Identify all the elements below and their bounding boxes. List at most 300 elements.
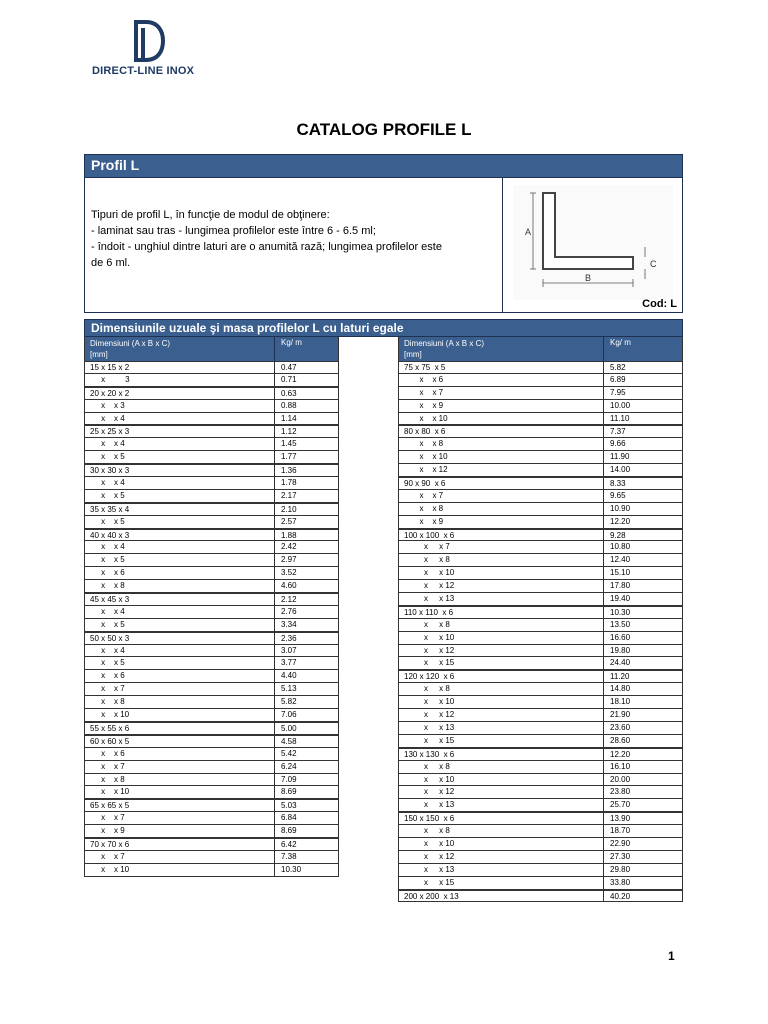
company-logo — [88, 20, 208, 84]
cell-kg-per-m: 2.17 — [281, 490, 297, 500]
table-row — [85, 554, 338, 567]
cell-kg-per-m: 8.69 — [281, 826, 297, 836]
cell-kg-per-m: 19.80 — [610, 645, 631, 655]
table-row — [399, 580, 682, 593]
cell-kg-per-m: 21.90 — [610, 710, 631, 720]
column-divider — [603, 438, 604, 450]
column-divider — [274, 786, 275, 798]
cell-dimension: x x 10 — [404, 774, 455, 784]
column-divider — [603, 645, 604, 657]
cell-kg-per-m: 9.66 — [610, 439, 626, 449]
table-row — [399, 477, 682, 490]
table-row — [85, 645, 338, 658]
table-row — [399, 825, 682, 838]
table-row — [85, 632, 338, 645]
column-divider — [274, 426, 275, 437]
column-divider — [603, 761, 604, 773]
cell-kg-per-m: 2.76 — [281, 606, 297, 616]
cell-dimension: x x 10 — [90, 710, 130, 720]
table-row — [399, 786, 682, 799]
cell-dimension: x x 5 — [90, 452, 125, 462]
cell-kg-per-m: 3.77 — [281, 658, 297, 668]
diagram-label-c: C — [650, 259, 657, 269]
table-row — [399, 632, 682, 645]
cell-kg-per-m: 20.00 — [610, 774, 631, 784]
cell-dimension: x x 3 — [90, 400, 125, 410]
cell-dimension: x x 5 — [90, 516, 125, 526]
table-body — [85, 361, 338, 877]
cell-dimension: x x 12 — [404, 851, 455, 861]
column-divider — [603, 813, 604, 824]
column-divider — [603, 567, 604, 579]
cell-kg-per-m: 5.00 — [281, 723, 297, 733]
cell-kg-per-m: 6.42 — [281, 839, 297, 849]
cell-kg-per-m: 1.36 — [281, 466, 297, 476]
cell-dimension: x x 10 — [404, 452, 448, 462]
cell-kg-per-m: 5.42 — [281, 748, 297, 758]
column-divider — [274, 400, 275, 412]
column-divider — [603, 541, 604, 553]
cell-dimension: x x 10 — [404, 697, 455, 707]
column-divider — [274, 709, 275, 721]
table-row — [85, 761, 338, 774]
cell-dimension: 200 x 200 x 13 — [404, 891, 459, 901]
column-divider — [274, 633, 275, 644]
column-divider — [603, 799, 604, 811]
column-divider — [603, 671, 604, 682]
table-row — [399, 799, 682, 812]
cell-kg-per-m: 1.12 — [281, 427, 297, 437]
cell-kg-per-m: 15.10 — [610, 568, 631, 578]
table-row — [399, 683, 682, 696]
column-divider — [603, 451, 604, 463]
cell-kg-per-m: 1.77 — [281, 452, 297, 462]
profile-header-label: Profil L — [91, 157, 140, 173]
column-divider — [603, 400, 604, 412]
column-header-dimensions — [90, 338, 170, 360]
column-divider — [274, 337, 275, 361]
column-divider — [603, 632, 604, 644]
column-divider — [603, 426, 604, 437]
profile-info-box — [84, 154, 683, 313]
cell-kg-per-m: 2.57 — [281, 516, 297, 526]
cell-kg-per-m: 17.80 — [610, 581, 631, 591]
cell-dimension: 50 x 50 x 3 — [90, 633, 130, 643]
cell-dimension: x x 8 — [404, 826, 450, 836]
column-divider — [603, 657, 604, 669]
cell-dimension: x x 8 — [404, 555, 450, 565]
column-divider — [603, 838, 604, 850]
cell-dimension: x x 5 — [90, 619, 125, 629]
cell-kg-per-m: 5.03 — [281, 801, 297, 811]
table-header — [85, 337, 338, 361]
description-line: Tipuri de profil L, în funcţie de modul de obţinere: — [91, 209, 330, 221]
diagram-label-b: B — [585, 273, 592, 283]
cell-kg-per-m: 3.52 — [281, 568, 297, 578]
table-row — [85, 799, 338, 812]
column-divider — [274, 451, 275, 463]
cell-kg-per-m: 13.50 — [610, 619, 631, 629]
table-row — [399, 722, 682, 735]
column-divider — [274, 606, 275, 618]
table-row — [85, 361, 338, 374]
cell-dimension: x x 9 — [404, 400, 444, 410]
cell-kg-per-m: 0.47 — [281, 363, 297, 372]
column-divider — [603, 851, 604, 863]
cell-kg-per-m: 3.07 — [281, 645, 297, 655]
cell-dimension: 130 x 130 x 6 — [404, 749, 455, 759]
column-divider — [274, 657, 275, 669]
table-row — [85, 722, 338, 735]
cell-dimension: 65 x 65 x 5 — [90, 801, 130, 811]
cell-dimension: x x 4 — [90, 645, 125, 655]
column-header-dimensions-label: Dimensiuni (A x B x C) — [90, 339, 171, 348]
cell-dimension: x x 8 — [90, 774, 125, 784]
column-divider — [274, 477, 275, 489]
cell-kg-per-m: 22.90 — [610, 838, 631, 848]
cell-kg-per-m: 1.78 — [281, 478, 297, 488]
table-row — [85, 464, 338, 477]
table-row — [85, 670, 338, 683]
column-divider — [603, 774, 604, 786]
cell-kg-per-m: 9.65 — [610, 490, 626, 500]
table-row — [85, 400, 338, 413]
column-divider — [274, 388, 275, 399]
table-row — [399, 516, 682, 529]
table-row — [399, 670, 682, 683]
cell-kg-per-m: 7.09 — [281, 774, 297, 784]
cell-dimension: x x 7 — [90, 851, 125, 861]
cell-dimension: x x 10 — [404, 413, 448, 423]
column-divider — [274, 736, 275, 747]
table-row — [85, 477, 338, 490]
table-row — [399, 696, 682, 709]
cell-kg-per-m: 5.13 — [281, 684, 297, 694]
table-row — [85, 786, 338, 799]
table-row — [85, 580, 338, 593]
table-row — [85, 516, 338, 529]
table-row — [399, 838, 682, 851]
cell-kg-per-m: 18.70 — [610, 826, 631, 836]
column-divider — [274, 438, 275, 450]
table-row — [399, 851, 682, 864]
column-divider — [603, 516, 604, 528]
description-line: - laminat sau tras - lungimea profilelor este între 6 - 6.5 ml; — [91, 225, 376, 237]
column-divider — [274, 645, 275, 657]
cell-dimension: x x 13 — [404, 722, 455, 732]
cell-kg-per-m: 6.89 — [610, 374, 626, 384]
column-divider — [603, 709, 604, 721]
column-divider — [274, 670, 275, 682]
cell-kg-per-m: 6.24 — [281, 761, 297, 771]
column-divider — [274, 516, 275, 528]
cell-dimension: 120 x 120 x 6 — [404, 672, 455, 682]
column-divider — [274, 619, 275, 631]
dimensions-header — [84, 319, 683, 337]
table-row — [85, 683, 338, 696]
column-divider — [603, 696, 604, 708]
column-divider — [274, 774, 275, 786]
table-row — [85, 593, 338, 606]
table-row — [399, 438, 682, 451]
table-row — [85, 657, 338, 670]
table-row — [85, 425, 338, 438]
table-row — [85, 490, 338, 503]
table-row — [85, 735, 338, 748]
profile-header — [85, 155, 682, 178]
column-divider — [274, 541, 275, 553]
cell-kg-per-m: 10.30 — [281, 864, 302, 874]
table-body — [399, 361, 682, 902]
cell-dimension: x x 13 — [404, 594, 455, 604]
cell-dimension: x x 10 — [404, 838, 455, 848]
cell-kg-per-m: 18.10 — [610, 697, 631, 707]
cell-dimension: x x 12 — [404, 645, 455, 655]
column-divider — [603, 619, 604, 631]
cell-kg-per-m: 2.36 — [281, 633, 297, 643]
cell-kg-per-m: 10.90 — [610, 503, 631, 513]
table-header — [399, 337, 682, 361]
column-divider — [274, 374, 275, 386]
table-row — [399, 413, 682, 426]
column-divider — [603, 337, 604, 361]
cell-kg-per-m: 1.88 — [281, 530, 297, 540]
table-row — [85, 567, 338, 580]
cell-dimension: 55 x 55 x 6 — [90, 723, 130, 733]
cell-kg-per-m: 2.97 — [281, 555, 297, 565]
cell-dimension: x x 13 — [404, 800, 455, 810]
column-divider — [603, 749, 604, 760]
column-header-kg: Kg/ m — [610, 338, 631, 347]
dimensions-table-right — [398, 337, 683, 902]
column-divider — [603, 593, 604, 605]
column-divider — [274, 839, 275, 850]
cell-dimension: 80 x 80 x 6 — [404, 427, 446, 437]
cell-dimension: x x 8 — [404, 761, 450, 771]
table-row — [85, 748, 338, 761]
table-row — [399, 748, 682, 761]
cell-dimension: x x 8 — [90, 581, 125, 591]
cell-kg-per-m: 10.00 — [610, 400, 631, 410]
cell-kg-per-m: 33.80 — [610, 877, 631, 887]
cell-dimension: x x 12 — [404, 465, 448, 475]
logo-text: DIRECT-LINE INOX — [92, 65, 195, 77]
description-line: de 6 ml. — [91, 257, 131, 269]
table-row — [85, 387, 338, 400]
column-divider — [603, 554, 604, 566]
table-row — [399, 593, 682, 606]
cell-kg-per-m: 0.63 — [281, 388, 297, 398]
column-divider — [274, 761, 275, 773]
diagram-label-a: A — [525, 227, 532, 237]
table-row — [85, 374, 338, 387]
table-row — [399, 657, 682, 670]
column-divider — [603, 891, 604, 902]
cell-kg-per-m: 7.06 — [281, 710, 297, 720]
column-divider — [603, 503, 604, 515]
cell-dimension: x x 6 — [90, 671, 125, 681]
column-divider — [274, 362, 275, 373]
column-divider — [274, 580, 275, 592]
cell-dimension: x x 5 — [90, 555, 125, 565]
column-divider — [603, 786, 604, 798]
cell-kg-per-m: 10.80 — [610, 542, 631, 552]
cell-kg-per-m: 2.42 — [281, 542, 297, 552]
column-divider — [274, 864, 275, 876]
cell-kg-per-m: 9.28 — [610, 530, 626, 540]
column-divider — [603, 387, 604, 399]
cell-kg-per-m: 11.90 — [610, 452, 630, 462]
cell-dimension: x x 7 — [90, 813, 125, 823]
cell-kg-per-m: 2.10 — [281, 504, 297, 514]
cell-kg-per-m: 1.14 — [281, 413, 297, 423]
table-row — [85, 851, 338, 864]
table-row — [85, 709, 338, 722]
column-header-dimensions — [404, 338, 484, 360]
column-divider — [603, 413, 604, 425]
column-divider — [603, 362, 604, 373]
table-row — [399, 761, 682, 774]
column-divider — [274, 683, 275, 695]
cell-kg-per-m: 8.69 — [281, 787, 297, 797]
cell-kg-per-m: 7.38 — [281, 851, 297, 861]
cell-dimension: x x 9 — [90, 826, 125, 836]
table-row — [399, 567, 682, 580]
cell-dimension: x x 5 — [90, 490, 125, 500]
cell-dimension: x x 8 — [404, 619, 450, 629]
column-divider — [274, 723, 275, 734]
cell-dimension: 30 x 30 x 3 — [90, 466, 130, 476]
column-divider — [603, 478, 604, 489]
cell-kg-per-m: 28.60 — [610, 735, 631, 745]
table-row — [399, 464, 682, 477]
cell-dimension: x x 8 — [404, 684, 450, 694]
cell-dimension: 20 x 20 x 2 — [90, 388, 130, 398]
column-divider — [274, 825, 275, 837]
cell-kg-per-m: 11.20 — [610, 672, 630, 682]
table-row — [85, 438, 338, 451]
table-row — [399, 619, 682, 632]
table-row — [399, 606, 682, 619]
cell-kg-per-m: 16.60 — [610, 632, 631, 642]
cell-dimension: 60 x 60 x 5 — [90, 736, 130, 746]
cell-kg-per-m: 7.95 — [610, 387, 626, 397]
column-divider — [274, 800, 275, 811]
column-header-kg: Kg/ m — [281, 338, 302, 347]
cell-dimension: x x 4 — [90, 413, 125, 423]
column-divider — [603, 464, 604, 476]
column-divider — [274, 696, 275, 708]
cell-kg-per-m: 6.84 — [281, 813, 297, 823]
cell-dimension: x x 4 — [90, 439, 125, 449]
description-line: - îndoit - unghiul dintre laturi are o anumită rază; lungimea profilelor este — [91, 241, 442, 253]
cell-dimension: x x 10 — [404, 568, 455, 578]
cell-kg-per-m: 7.37 — [610, 427, 626, 437]
cell-dimension: x x 7 — [90, 761, 125, 771]
table-row — [399, 864, 682, 877]
logo-d-mark — [130, 20, 166, 62]
table-row — [399, 709, 682, 722]
dimensions-header-label: Dimensiunile uzuale şi masa profilelor L cu laturi egale — [91, 321, 404, 335]
cell-kg-per-m: 4.40 — [281, 671, 297, 681]
cell-dimension: x x 12 — [404, 787, 455, 797]
table-row — [399, 361, 682, 374]
cell-dimension: 100 x 100 x 6 — [404, 530, 455, 540]
column-divider — [603, 877, 604, 889]
cell-kg-per-m: 0.88 — [281, 400, 297, 410]
cell-dimension: 40 x 40 x 3 — [90, 530, 130, 540]
cell-kg-per-m: 1.45 — [281, 439, 297, 449]
cell-dimension: x x 4 — [90, 542, 125, 552]
cell-kg-per-m: 5.82 — [610, 363, 626, 372]
column-divider — [603, 530, 604, 541]
column-divider — [603, 490, 604, 502]
cell-dimension: x x 15 — [404, 658, 455, 668]
cell-kg-per-m: 13.90 — [610, 814, 631, 824]
cell-dimension: x x 4 — [90, 606, 125, 616]
column-divider — [603, 722, 604, 734]
dimensions-table-left — [84, 337, 339, 877]
column-divider — [603, 580, 604, 592]
column-divider — [274, 567, 275, 579]
cell-kg-per-m: 24.40 — [610, 658, 631, 668]
table-row — [399, 490, 682, 503]
cell-kg-per-m: 2.12 — [281, 595, 297, 605]
table-row — [85, 864, 338, 877]
table-row — [85, 451, 338, 464]
cell-dimension: 15 x 15 x 2 — [90, 363, 130, 372]
column-divider — [274, 594, 275, 605]
cell-kg-per-m: 0.71 — [281, 374, 297, 384]
table-row — [85, 541, 338, 554]
cell-kg-per-m: 5.82 — [281, 697, 297, 707]
profile-code: Cod: L — [642, 298, 677, 310]
table-row — [85, 529, 338, 542]
cell-kg-per-m: 12.40 — [610, 555, 631, 565]
l-profile-diagram — [513, 185, 673, 300]
table-row — [85, 838, 338, 851]
column-divider — [274, 554, 275, 566]
cell-dimension: x x 12 — [404, 710, 455, 720]
column-divider — [274, 530, 275, 541]
table-row — [399, 735, 682, 748]
cell-kg-per-m: 12.20 — [610, 749, 631, 759]
cell-kg-per-m: 8.33 — [610, 479, 626, 489]
cell-dimension: 110 x 110 x 6 — [404, 607, 454, 617]
profile-description — [91, 207, 491, 271]
table-row — [399, 774, 682, 787]
cell-kg-per-m: 10.30 — [610, 607, 631, 617]
cell-dimension: 150 x 150 x 6 — [404, 814, 455, 824]
cell-dimension: x x 8 — [404, 439, 444, 449]
cell-kg-per-m: 12.20 — [610, 516, 631, 526]
table-row — [399, 425, 682, 438]
cell-kg-per-m: 14.00 — [610, 465, 631, 475]
column-divider — [274, 812, 275, 824]
cell-dimension: 35 x 35 x 4 — [90, 504, 130, 514]
cell-dimension: x x 7 — [404, 490, 444, 500]
cell-kg-per-m: 25.70 — [610, 800, 631, 810]
cell-dimension: x x 15 — [404, 735, 455, 745]
column-divider — [274, 504, 275, 515]
cell-dimension: x x 15 — [404, 877, 455, 887]
table-row — [85, 503, 338, 516]
table-row — [399, 400, 682, 413]
table-row — [399, 554, 682, 567]
page-number: 1 — [668, 949, 675, 963]
column-divider — [603, 374, 604, 386]
table-row — [399, 541, 682, 554]
